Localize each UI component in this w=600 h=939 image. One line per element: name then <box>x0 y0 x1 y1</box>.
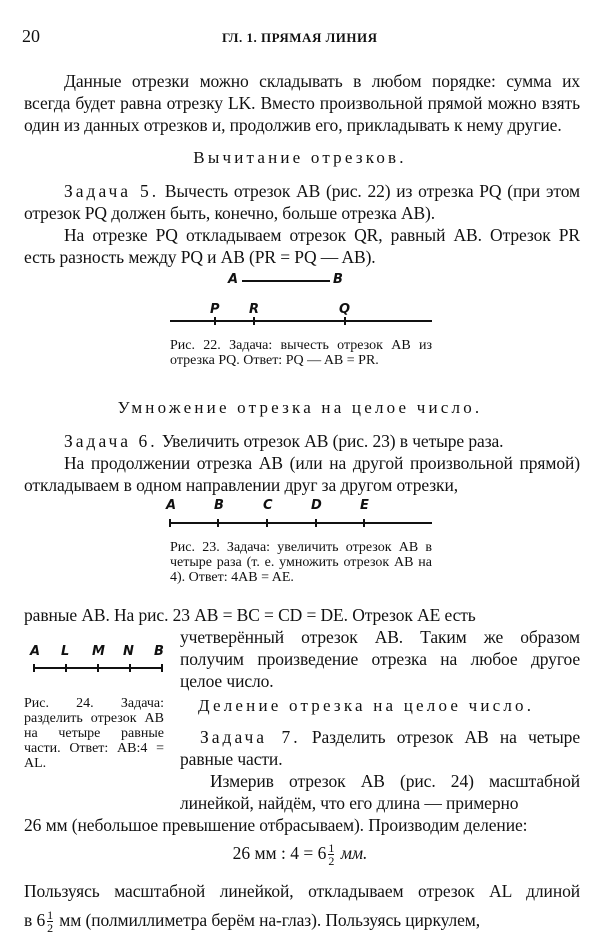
page-number: 20 <box>22 26 40 46</box>
task-7-solution-line2: 26 мм (небольшое превышение отбрасываем). Производим деление: <box>24 815 528 835</box>
figure-caption: Рис. 22. Задача: вычесть отрезок AB из отрезка PQ. Ответ: PQ — AB = PR. <box>170 338 432 368</box>
task-text: Увеличить отрезок AB (рис. 23) в четыре раза. <box>161 431 504 451</box>
task-6-solution-part1: На продолжении отрезка AB (или на другой произвольной прямой) откладываем в одном направлении друг за другом отрезки, <box>24 453 580 495</box>
label-e: E <box>360 498 369 513</box>
task-5-solution: На отрезке PQ откладываем отрезок QR, равный AB. Отрезок PR есть разность между PQ и AB (PR = PQ — AB). <box>24 225 580 267</box>
task-5 <box>24 180 580 224</box>
tick-m <box>97 664 99 672</box>
task-7 <box>180 726 580 770</box>
task-text: Разделить отрезок AB на четыре равные части. <box>180 727 580 769</box>
closing-line1: Пользуясь масштабной линейкой, откладываем отрезок AL длиной <box>24 881 580 901</box>
label-b: B <box>214 498 224 513</box>
segment-ab <box>242 280 330 282</box>
task-label: Задача 7. <box>200 727 301 747</box>
label-b: B <box>154 644 164 659</box>
label-q: Q <box>339 302 351 317</box>
label-l: L <box>61 644 70 659</box>
section-heading-multiplication: Умножение отрезка на целое число. <box>117 398 483 417</box>
label-m: M <box>92 644 105 659</box>
tick-p <box>214 317 216 325</box>
closing-line2: в 6 $\frac{1}{2}$ мм (полмиллиметра берём на-глаз). Пользуясь циркулем, <box>24 908 481 936</box>
label-n: N <box>123 644 134 659</box>
figure-caption: Рис. 23. Задача: увеличить отрезок AB в четыре раза (т. е. умножить отрезок AB на 4). Ответ: 4AB = AE. <box>170 540 432 585</box>
tick-r <box>253 317 255 325</box>
division-equation <box>0 838 600 868</box>
figure-24-caption: Рис. 24. Задача: разделить отрезок AB на четыре равные части. Ответ: AB:4 = AL. <box>24 696 164 771</box>
label-a: A <box>30 644 41 659</box>
task-6 <box>24 430 580 452</box>
label-d: D <box>311 498 322 513</box>
tick-l <box>65 664 67 672</box>
intro-paragraph: Данные отрезки можно складывать в любом порядке: сумма их всегда будет равна отрезку LK. Вместо произвольной прямой можно взять один из данных отрезков и, продолжив его, прикладывать к нему другие. <box>24 71 580 135</box>
tick-b <box>217 519 219 527</box>
tick-q <box>344 317 346 325</box>
tick-b <box>161 664 163 672</box>
running-title: ГЛ. 1. ПРЯМАЯ ЛИНИЯ <box>222 30 378 45</box>
line-ae <box>170 522 432 524</box>
tick-e <box>363 519 365 527</box>
label-p: P <box>210 302 220 317</box>
task-label: Задача 5. <box>64 181 160 201</box>
label-r: R <box>249 302 260 317</box>
figure-22 <box>150 268 450 378</box>
task-6-solution-rest: учетверённый отрезок AB. Таким же образом получим произведение отрезка на любое другое целое число. <box>180 627 580 691</box>
label-a: A <box>166 498 177 513</box>
line-pq <box>170 320 432 322</box>
tick-c <box>266 519 268 527</box>
fraction-half: $\frac{1}{2}$ <box>47 908 53 936</box>
task-7-solution-line1: Измерив отрезок AB (рис. 24) масштабной линейкой, найдём, что его длина — примерно <box>180 771 580 813</box>
label-b: B <box>333 272 343 287</box>
equation-unit: мм. <box>340 843 368 863</box>
equation-fraction: $\frac{1}{2}$ <box>328 841 335 869</box>
label-c: C <box>263 498 273 513</box>
task-label: Задача 6. <box>64 431 158 451</box>
tick-n <box>129 664 131 672</box>
tick-a <box>169 519 171 527</box>
equation-left: 26 мм : 4 = 6 <box>232 843 327 863</box>
section-heading-subtraction: Вычитание отрезков. <box>193 148 407 167</box>
label-a: A <box>228 272 239 287</box>
figure-23 <box>150 496 450 591</box>
tick-a <box>33 664 35 672</box>
tick-d <box>315 519 317 527</box>
section-heading-division: Деление отрезка на целое число. <box>198 696 535 715</box>
task-6-solution-line: равные AB. На рис. 23 AB = BC = CD = DE. Отрезок AE есть <box>24 605 476 625</box>
task-text: Вычесть отрезок AB (рис. 22) из отрезка PQ (при этом отрезок PQ должен быть, конечно, больше отрезка AB). <box>24 181 580 223</box>
